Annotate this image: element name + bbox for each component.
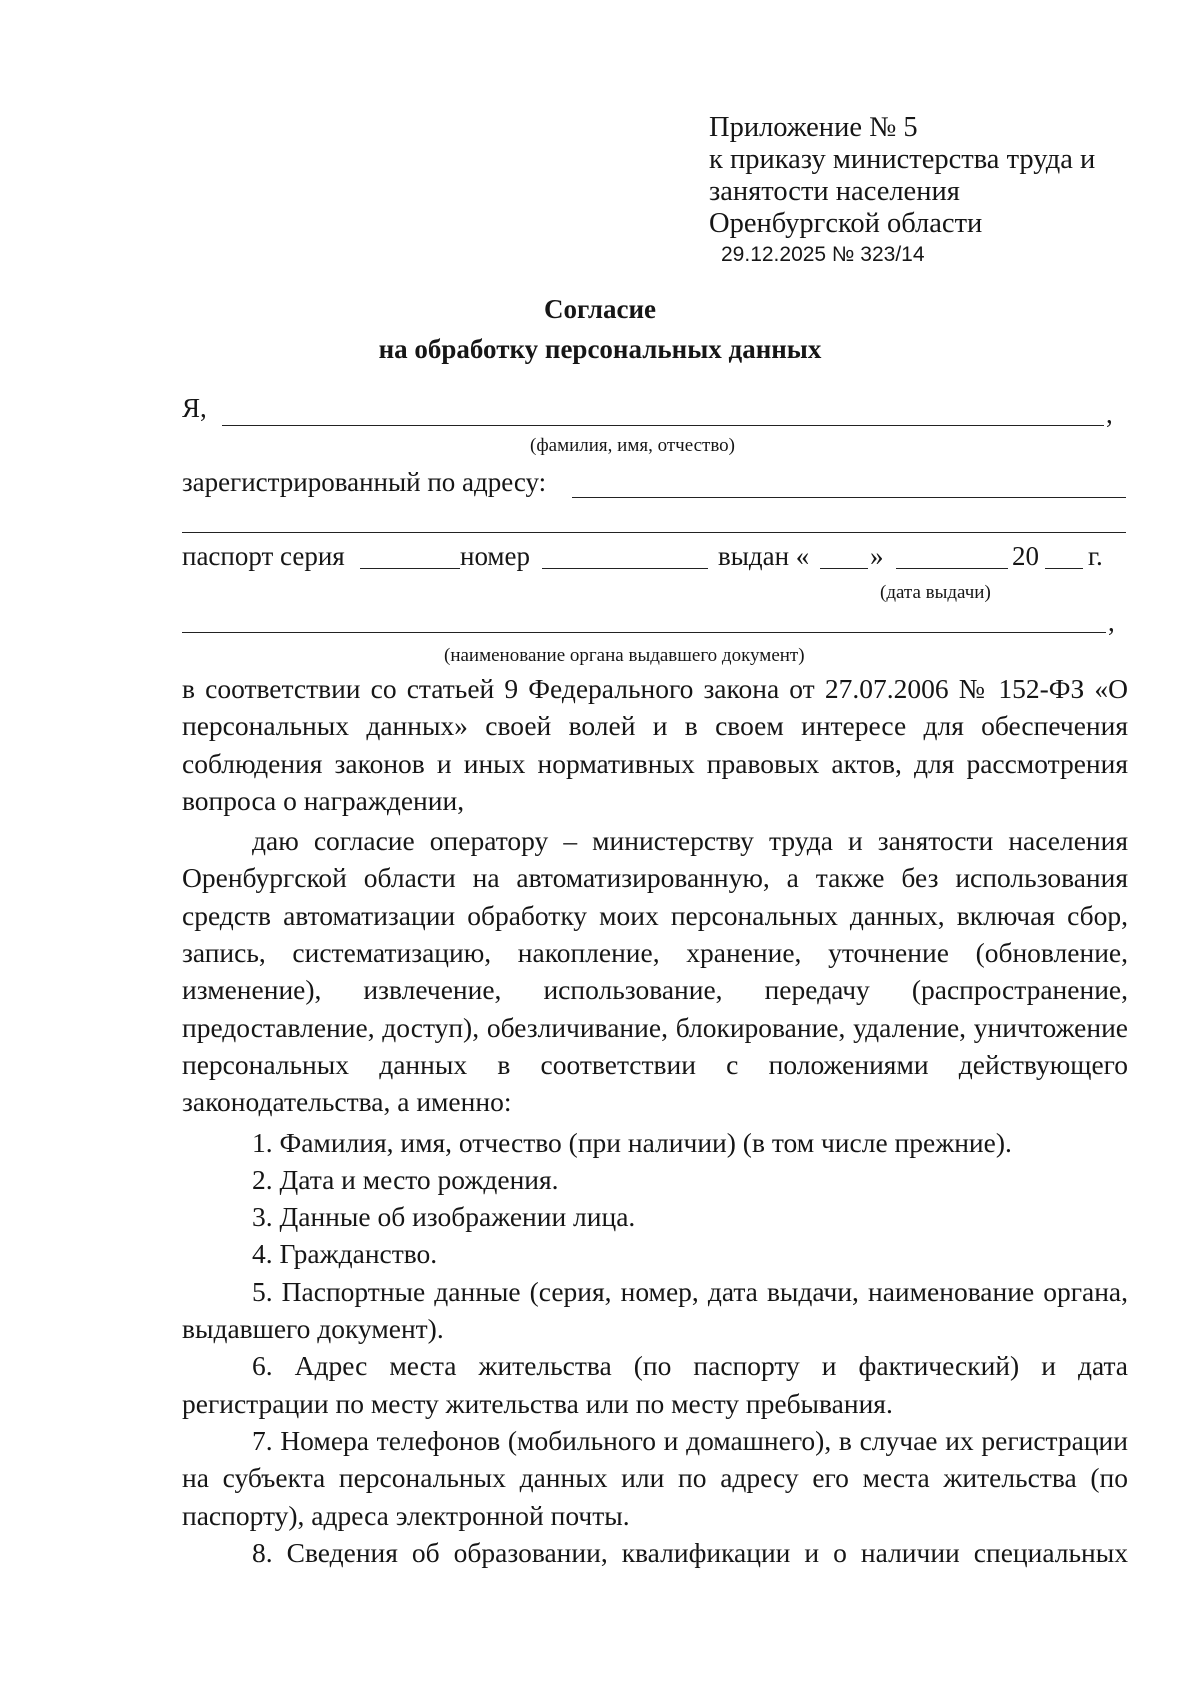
- issue-month-line[interactable]: [896, 568, 1008, 569]
- list-item: 3. Данные об изображении лица.: [252, 1201, 636, 1233]
- appendix-ministry: занятости населения: [709, 176, 960, 207]
- address-label: зарегистрированный по адресу:: [182, 467, 547, 497]
- document-subtitle: на обработку персональных данных: [378, 334, 822, 364]
- appendix-date: 29.12.2025 № 323/14: [721, 243, 925, 266]
- list-item: 7. Номера телефонов (мобильного и домашнего), в случае их регистрации на субъекта персональных данных или по адресу его места жительства (по паспорту), адреса электронной почты.: [182, 1424, 1128, 1531]
- passport-number-label: номер: [460, 541, 531, 571]
- issuing-org-line[interactable]: [182, 632, 1106, 633]
- i-label: Я,: [182, 393, 207, 423]
- address-line-1[interactable]: [572, 497, 1126, 498]
- consent-body: [182, 670, 1128, 1571]
- consent-paragraph: даю согласие оператору – министерству труда и занятости населения Оренбургской области на автоматизированную, а также без использования средств автоматизации обработку моих персональных данных, включая сбор, запись, систематизацию, накопление, хранение, уточнение (обновление, изменение), извлечение, использование, передачу (распространение, предоставление, доступ), обезличивание, блокирование, удаление, уничтожение персональных данных в соответствии с положениями действующего законодательства, а именно:: [182, 825, 1128, 1118]
- passport-number-line[interactable]: [542, 568, 708, 569]
- passport-series-line[interactable]: [360, 568, 460, 569]
- fio-caption: (фамилия, имя, отчество): [530, 435, 736, 456]
- org-comma: ,: [1108, 607, 1115, 637]
- document-title: Согласие: [543, 294, 657, 324]
- list-item: 8. Сведения об образовании, квалификации и о наличии специальных: [252, 1536, 1128, 1568]
- list-item: 6. Адрес места жительства (по паспорту и фактический) и дата регистрации по месту жительства или по месту пребывания.: [182, 1350, 1128, 1419]
- appendix-number: Приложение № 5: [709, 112, 918, 143]
- address-line-2[interactable]: [182, 532, 1126, 533]
- fio-comma: ,: [1106, 399, 1113, 429]
- year-suffix: г.: [1088, 541, 1103, 571]
- fio-line[interactable]: [222, 425, 1104, 426]
- issue-year-line[interactable]: [1045, 568, 1083, 569]
- issuing-org-caption: (наименование органа выдавшего документ): [444, 645, 805, 666]
- list-item: 5. Паспортные данные (серия, номер, дата выдачи, наименование органа, выдавшего документ).: [182, 1275, 1128, 1345]
- appendix-order-ref: к приказу министерства труда и: [709, 144, 1096, 175]
- issue-date-caption: (дата выдачи): [880, 582, 991, 603]
- issue-day-line[interactable]: [820, 568, 868, 569]
- list-item: 1. Фамилия, имя, отчество (при наличии) (в том числе прежние).: [252, 1126, 1012, 1158]
- year-prefix: 20: [1012, 541, 1039, 571]
- issued-label: выдан «: [718, 541, 810, 571]
- appendix-header: [709, 112, 1095, 270]
- list-item: 2. Дата и место рождения.: [252, 1163, 559, 1195]
- appendix-region: Оренбургской области: [709, 208, 983, 239]
- intro-paragraph: в соответствии со статьей 9 Федерального закона от 27.07.2006 № 152-ФЗ «О персональных данных» своей волей и в своем интересе для обеспечения соблюдения законов и иных нормативных правовых актов, для рассмотрения вопроса о награждении,: [182, 673, 1128, 816]
- quote-close: »: [870, 541, 884, 571]
- list-item: 4. Гражданство.: [252, 1238, 438, 1270]
- passport-series-label: паспорт серия: [182, 541, 345, 571]
